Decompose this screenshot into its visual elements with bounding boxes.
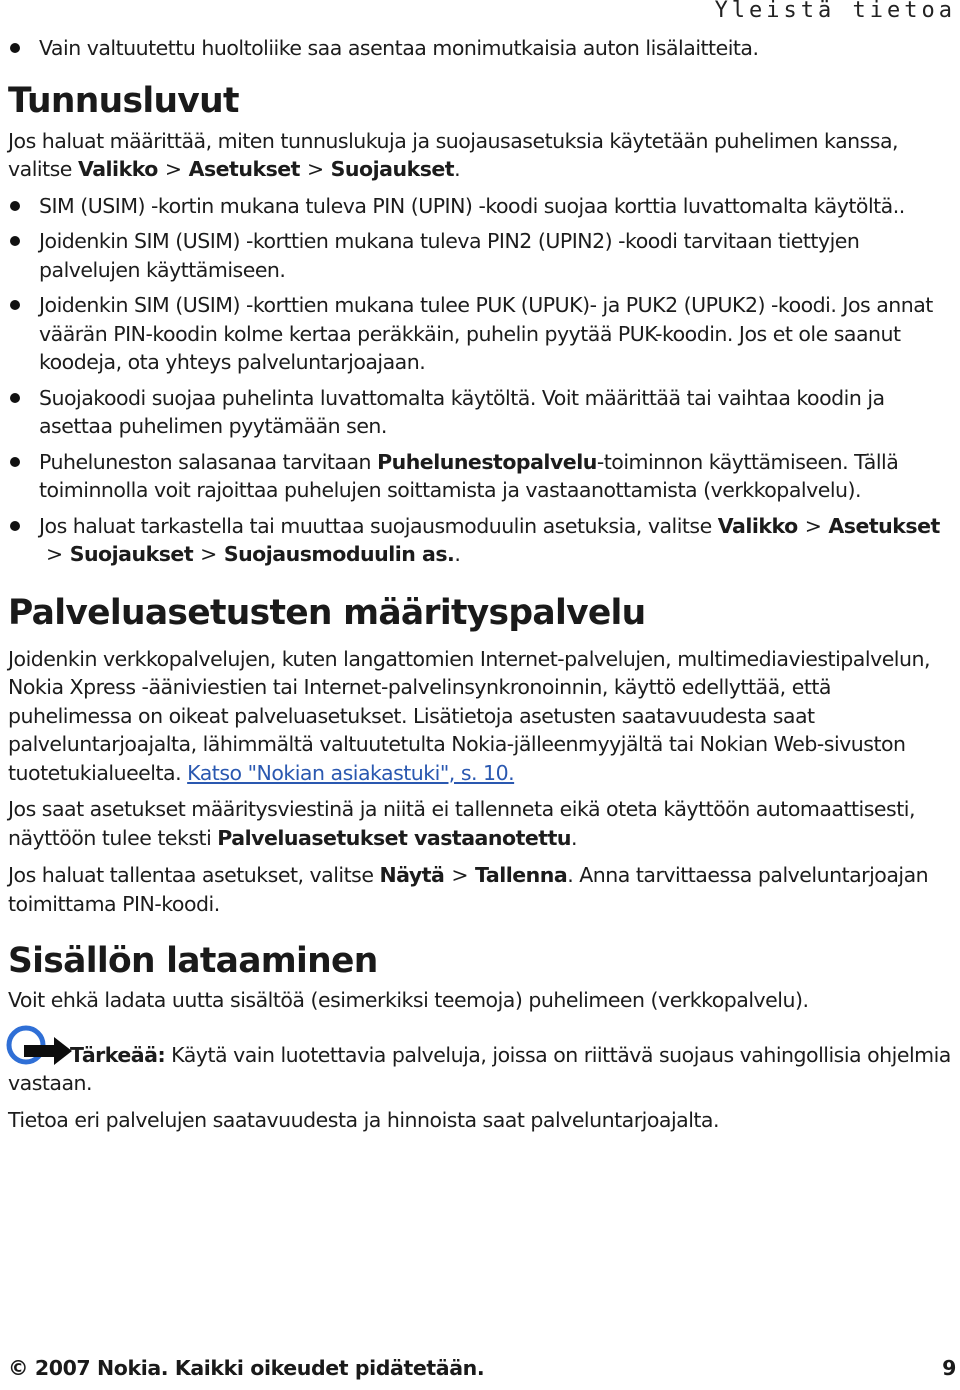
bullet-lock-code: Suojakoodi suojaa puhelinta luvattomalta käytöltä. Voit määrittää tai vaihtaa koodin ja asettaa puhelimen pyytämään sen. <box>8 384 958 441</box>
bullet-security-module: Jos haluat tarkastella tai muuttaa suojausmoduulin asetuksia, valitse Valikko > Asetukset> Suojaukset > Suojausmoduulin as.. <box>8 512 958 569</box>
customer-support-link[interactable]: Katso "Nokian asiakastuki", s. 10. <box>187 760 515 785</box>
important-note-icon <box>6 1025 74 1067</box>
running-header: Yleistä tietoa <box>714 0 956 23</box>
bullet-puk-code: Joidenkin SIM (USIM) -korttien mukana tulee PUK (UPUK)- ja PUK2 (UPUK2) -koodi. Jos annat väärän PIN-koodin kolme kertaa peräkkäin, puhelin pyytää PUK-koodin. Jos et ole saanut koodeja, ota yhteys palveluntarjoajaan. <box>8 291 958 377</box>
note-label: Tärkeää: <box>70 1042 166 1067</box>
menu-item-valikko: Valikko <box>77 157 158 181</box>
download-para-1: Voit ehkä ladata uutta sisältöä (esimerkiksi teemoja) puhelimeen (verkkopalvelu). <box>8 988 809 1012</box>
config-para-1: Joidenkin verkkopalvelujen, kuten langattomien Internet-palvelujen, multimediaviestipalvelun, Nokia Xpress -ääniviestien tai Internet-palvelinsynkronoinnin, käyttö edellyttää, että puhelimessa on oikeat palveluasetukset. Lisätietoja asetusten saatavuudesta saat palveluntarjoajalta, lähimmältä valtuutetulta Nokia-jälleenmyyjältä tai Nokian Web-sivuston tuotetukialueelta. Katso "Nokian asiakastuki", s. 10. <box>8 646 931 785</box>
note-text: Käytä vain luotettavia palveluja, joissa on riittävä suojaus vahingollisia ohjelmia vastaan. <box>8 1042 951 1095</box>
config-para-3: Jos haluat tallentaa asetukset, valitse Näytä > Tallenna. Anna tarvittaessa palveluntarjoajan toimittama PIN-koodi. <box>8 863 929 916</box>
bullet-pin2-code: Joidenkin SIM (USIM) -korttien mukana tuleva PIN2 (UPIN2) -koodi tarvitaan tiettyjen palvelujen käyttämiseen. <box>8 227 958 284</box>
heading-download: Sisällön lataaminen <box>8 941 378 981</box>
page-number: 9 <box>942 1356 956 1380</box>
copyright: © 2007 Nokia. Kaikki oikeudet pidätetään. <box>8 1356 485 1380</box>
page-footer <box>8 1356 956 1380</box>
page-content <box>8 34 958 1134</box>
passcodes-intro: Jos haluat määrittää, miten tunnuslukuja ja suojausasetuksia käytetään puhelimen kanssa, valitse Valikko > Asetukset > Suojaukset. <box>8 128 899 181</box>
download-para-2: Tietoa eri palvelujen saatavuudesta ja hinnoista saat palveluntarjoajalta. <box>8 1107 720 1132</box>
passcode-bullet-list <box>8 192 958 569</box>
intro-bullet-list <box>8 34 958 63</box>
heading-config-service: Palveluasetusten määrityspalvelu <box>8 592 646 633</box>
intro-bullet: Vain valtuutettu huoltoliike saa asentaa monimutkaisia auton lisälaitteita. <box>8 34 958 63</box>
important-note <box>8 1027 958 1098</box>
config-para-2: Jos saat asetukset määritysviestinä ja niitä ei tallenneta eikä oteta käyttöön automaattisesti, näyttöön tulee teksti Palveluasetukset vastaanotettu. <box>8 797 915 850</box>
menu-item-suojaukset: Suojaukset <box>330 157 455 181</box>
bullet-pin-code: SIM (USIM) -kortin mukana tuleva PIN (UPIN) -koodi suojaa korttia luvattomalta käytöltä.. <box>8 192 958 221</box>
heading-passcodes: Tunnusluvut <box>8 80 239 121</box>
bullet-barring-password: Puheluneston salasanaa tarvitaan Puhelunestopalvelu-toiminnon käyttämiseen. Tällä toiminnolla voit rajoittaa puhelujen soittamista ja vastaanottamista (verkkopalvelu). <box>8 448 958 505</box>
menu-item-asetukset: Asetukset <box>188 157 300 181</box>
